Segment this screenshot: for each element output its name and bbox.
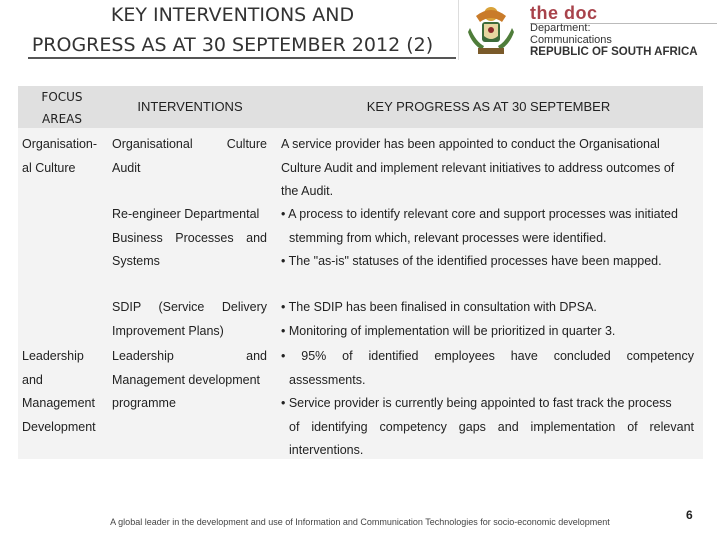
dept-line-3: REPUBLIC OF SOUTH AFRICA <box>530 46 698 58</box>
header-focus-areas <box>18 86 106 128</box>
focus-text: Organisation- <box>22 137 98 151</box>
progress-text: assessments. <box>289 372 366 387</box>
title-line-1: KEY INTERVENTIONS AND <box>110 4 355 26</box>
intervention-text: Audit <box>112 160 141 175</box>
focus-text: Leadership <box>22 349 84 363</box>
progress-bullet: • Monitoring of implementation will be prioritized in quarter 3. <box>281 323 616 338</box>
progress-text: interventions. <box>289 443 364 457</box>
intervention-text: programme <box>112 396 176 410</box>
focus-text: Management <box>22 396 95 410</box>
progress-text: stemming from which, relevant processes were identified. <box>289 230 607 245</box>
row1-focus-area <box>22 133 110 180</box>
header-key-progress: KEY PROGRESS AS AT 30 SEPTEMBER <box>274 86 703 128</box>
progress-text: Culture Audit and implement relevant initiatives to address outcomes of <box>281 160 675 175</box>
intervention-text: Business Processes and <box>112 230 267 245</box>
row2-progress <box>281 203 694 274</box>
progress-bullet: • Service provider is currently being appointed to fast track the process <box>281 396 672 410</box>
intervention-text: Systems <box>112 254 160 268</box>
intervention-text: Leadership and <box>112 349 267 363</box>
row2-intervention <box>112 203 267 274</box>
row1-progress <box>281 133 694 204</box>
progress-bullet: • 95% of identified employees have concluded competency <box>281 349 694 363</box>
progress-text: the Audit. <box>281 184 334 198</box>
slide-title <box>10 0 455 60</box>
intervention-text: SDIP (Service Delivery <box>112 300 267 314</box>
header-interventions: INTERVENTIONS <box>106 86 274 128</box>
department-name <box>530 22 698 58</box>
row4-intervention <box>112 345 267 416</box>
row4-focus-area <box>22 345 110 439</box>
progress-text: A service provider has been appointed to conduct the Organisational <box>281 137 660 151</box>
intervention-text: Improvement Plans) <box>112 323 224 338</box>
title-line-2: PROGRESS AS AT 30 SEPTEMBER 2012 (2) <box>31 34 434 56</box>
intervention-text: Organisational Culture <box>112 137 267 151</box>
header-focus-line-2: AREAS <box>42 112 82 126</box>
intervention-text: Management development <box>112 372 261 387</box>
row4-progress <box>281 345 694 463</box>
row3-progress <box>281 296 694 343</box>
header-focus-line-1: FOCUS <box>41 90 83 104</box>
dept-line-1: Department: <box>530 22 591 34</box>
focus-text: al Culture <box>22 160 76 175</box>
focus-text: Development <box>22 419 96 434</box>
progress-bullet: • A process to identify relevant core and support processes was initiated <box>281 207 678 221</box>
intervention-text: Re-engineer Departmental <box>112 207 260 221</box>
row1-intervention <box>112 133 267 180</box>
focus-text: and <box>22 372 43 387</box>
progress-bullet: • The SDIP has been finalised in consultation with DPSA. <box>281 300 597 314</box>
progress-text: of identifying competency gaps and implementation of relevant <box>289 419 694 434</box>
dept-line-2: Communications <box>530 34 612 46</box>
title-underline <box>28 57 456 59</box>
row3-intervention <box>112 296 267 343</box>
coat-of-arms-icon <box>462 2 520 60</box>
brand-logo: the doc <box>530 3 598 23</box>
progress-bullet: • The "as-is" statuses of the identified processes have been mapped. <box>281 254 662 268</box>
page-number: 6 <box>686 508 693 522</box>
footer-tagline: A global leader in the development and use of Information and Communication Technologies for socio-economic development <box>110 517 610 527</box>
logo-divider <box>458 0 459 60</box>
